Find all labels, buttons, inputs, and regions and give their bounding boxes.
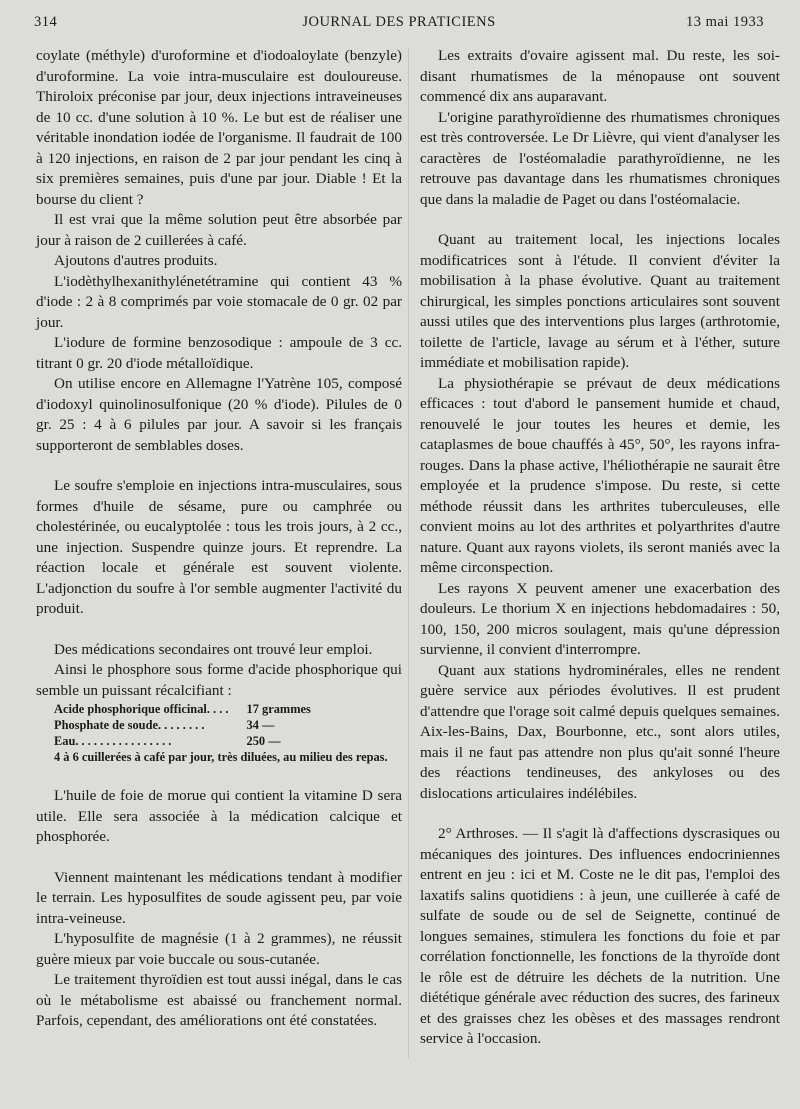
formula-table — [54, 701, 311, 749]
quantity: 17 grammes — [246, 702, 311, 716]
paragraph: Quant aux stations hydrominérales, elles ne rendent guère service aux périodes évolutives. Il est prudent d'attendre que l'orage soit calmé depuis quelques semaines. Aix-les-Bains, Dax, Bourbonne, etc., sont alors utiles, mais il ne faut pas attendre non plus qu'ait sonné l'heure des réactions tendineuses, des ankyloses ou des dislocations articulaires indélébiles. — [420, 661, 780, 802]
paragraph: On utilise encore en Allemagne l'Yatrène 105, composé d'iodoxyl quinolinosulfonique (20 % d'iode). Pilules de 0 gr. 25 : 4 à 6 pilules par jour. A savoir si les français supporteront de semblables doses. — [36, 375, 402, 454]
journal-title: JOURNAL DES PRATICIENS — [302, 14, 496, 30]
page-header — [34, 14, 764, 36]
right-column — [420, 46, 780, 1050]
paragraph: Le traitement thyroïdien est tout aussi inégal, dans le cas où le métabolisme est abaissé ou franchement normal. Parfois, cependant, des améliorations ont été constatées. — [36, 971, 402, 1029]
paragraph: L'origine parathyroïdienne des rhumatismes chroniques est très controversée. Le Dr Lièvre, qui vient d'analyser les caractères de l'ostéomaladie parathyroïdienne, ne les retrouve pas davantage dans les rhumatismes chroniques que dans la maladie de Paget ou dans l'ostéomalacie. — [420, 108, 780, 208]
paragraph: L'hyposulfite de magnésie (1 à 2 grammes), ne réussit guère mieux par voie buccale ou sous-cutanée. — [36, 930, 402, 968]
formula-row — [54, 717, 311, 733]
page-number: 314 — [34, 14, 58, 30]
ingredient: Acide phosphorique officinal. . . . — [54, 702, 229, 716]
paragraph: coylate (méthyle) d'uroformine et d'iodoaloylate (benzyle) d'uroformine. La voie intra-musculaire est douloureuse. Thiroloix préconise par jour, deux injections intraveineuses de 10 cc. d'une solution à 10 %. Le but est de réaliser une véritable inondation iodée de l'organisme. Il faudrait de 100 à 120 injections, en raison de 2 par jour pendant les cinq à six premières semaines, puis d'une par jour. Diable ! Et la bourse du client ? — [36, 47, 402, 208]
issue-date: 13 mai 1933 — [686, 14, 764, 30]
paragraph: Les extraits d'ovaire agissent mal. Du reste, les soi-disant rhumatismes de la ménopause ont souvent commencé dix ans auparavant. — [420, 47, 780, 105]
paragraph: Le soufre s'emploie en injections intra-musculaires, sous formes d'huile de sésame, pure ou camphrée ou cholestérinée, ou eucalyptolée : tous les trois jours, à 2 cc., une injection. Suspendre quinze jours. Et reprendre. La réaction locale et générale est souvent violente. L'adjonction du soufre à l'or semble augmenter l'activité du produit. — [36, 477, 402, 617]
formula-note: 4 à 6 cuillerées à café par jour, très diluées, au milieu des repas. — [54, 750, 388, 764]
paragraph: Ainsi le phosphore sous forme d'acide phosphorique qui semble un puissant récalcifiant : — [36, 661, 402, 699]
ingredient: Phosphate de soude. . . . . . . . — [54, 718, 205, 732]
paragraph: Viennent maintenant les médications tendant à modifier le terrain. Les hyposulfites de soude agissent peu, par voie intra-veineuse. — [36, 868, 402, 927]
quantity: 250 — — [246, 734, 281, 748]
paragraph: L'huile de foie de morue qui contient la vitamine D sera utile. Elle sera associée à la médication calcique et phosphorée. — [36, 787, 402, 845]
paragraph: Les rayons X peuvent amener une exacerbation des douleurs. Le thorium X en injections hebdomadaires : 50, 100, 150, 200 micros soulagent, mais qu'une dépression survienne, il convient d'interrompre. — [420, 579, 780, 658]
paragraph: L'iodure de formine benzosodique : ampoule de 3 cc. titrant 0 gr. 20 d'iode métalloïdique. — [36, 334, 402, 372]
quantity: 34 — — [246, 718, 275, 732]
paragraph: La physiothérapie se prévaut de deux médications efficaces : tout d'abord le pansement humide et chaud, renouvelé le jour toutes les heures et demie, les cataplasmes de boue chauffés à 45°, 50°, les rayons infra-rouges. Dans la phase active, l'héliothérapie ne saurait être employée et la prudence s'impose. Du reste, si cette méthode réussit dans les arthrites tuberculeuses, elle convient moins au lot des arthrites et polyarthrites d'autre nature. Quant aux rayons violets, ils seront maniés avec la même circonspection. — [420, 374, 780, 576]
ingredient: Eau. . . . . . . . . . . . . . . . — [54, 734, 172, 748]
formula-row — [54, 733, 311, 749]
formula-row — [54, 701, 311, 717]
left-column — [36, 46, 402, 1032]
paragraph: Des médications secondaires ont trouvé leur emploi. — [54, 640, 373, 658]
paragraph: Ajoutons d'autres produits. — [54, 252, 218, 269]
section-paragraph-arthroses: 2° Arthroses. — Il s'agit là d'affections dyscrasiques ou mécaniques des jointures. Des influences endocriniennes entrent en jeu : ici et M. Coste ne le dit pas, l'emploi des laxatifs salins quotidiens : à jeun, une cuillerée à café de sulfate de soude ou de sel de Seignette, continué de longues semaines, stimulera les fonctions du foie et par corrélation fonctionnelle, les fonctions de la thyroïde dont le rôle est de détruire les déchets de la nutrition. Une diététique générale avec réduction des sucres, des farineux et des graisses chez les obèses et des massages rendront service à l'occasion. — [420, 825, 780, 1047]
column-gutter — [408, 48, 409, 1058]
paragraph: Quant au traitement local, les injections locales modificatrices sont à l'étude. Il convient d'éviter la mobilisation à la phase évolutive. Quant au traitement chirurgical, les simples ponctions articulaires sont souvent aussi utiles que des interventions plus larges (arthrotomie, toilette de l'article, lavage au sérum et à l'éther, suture immédiate et mobilisation rapide). — [420, 231, 780, 371]
paragraph: L'iodèthylhexanithylénetétramine qui contient 43 % d'iode : 2 à 8 comprimés par voie stomacale de 0 gr. 02 par jour. — [36, 272, 402, 331]
paragraph: Il est vrai que la même solution peut être absorbée par jour à raison de 2 cuillerées à café. — [36, 211, 402, 249]
